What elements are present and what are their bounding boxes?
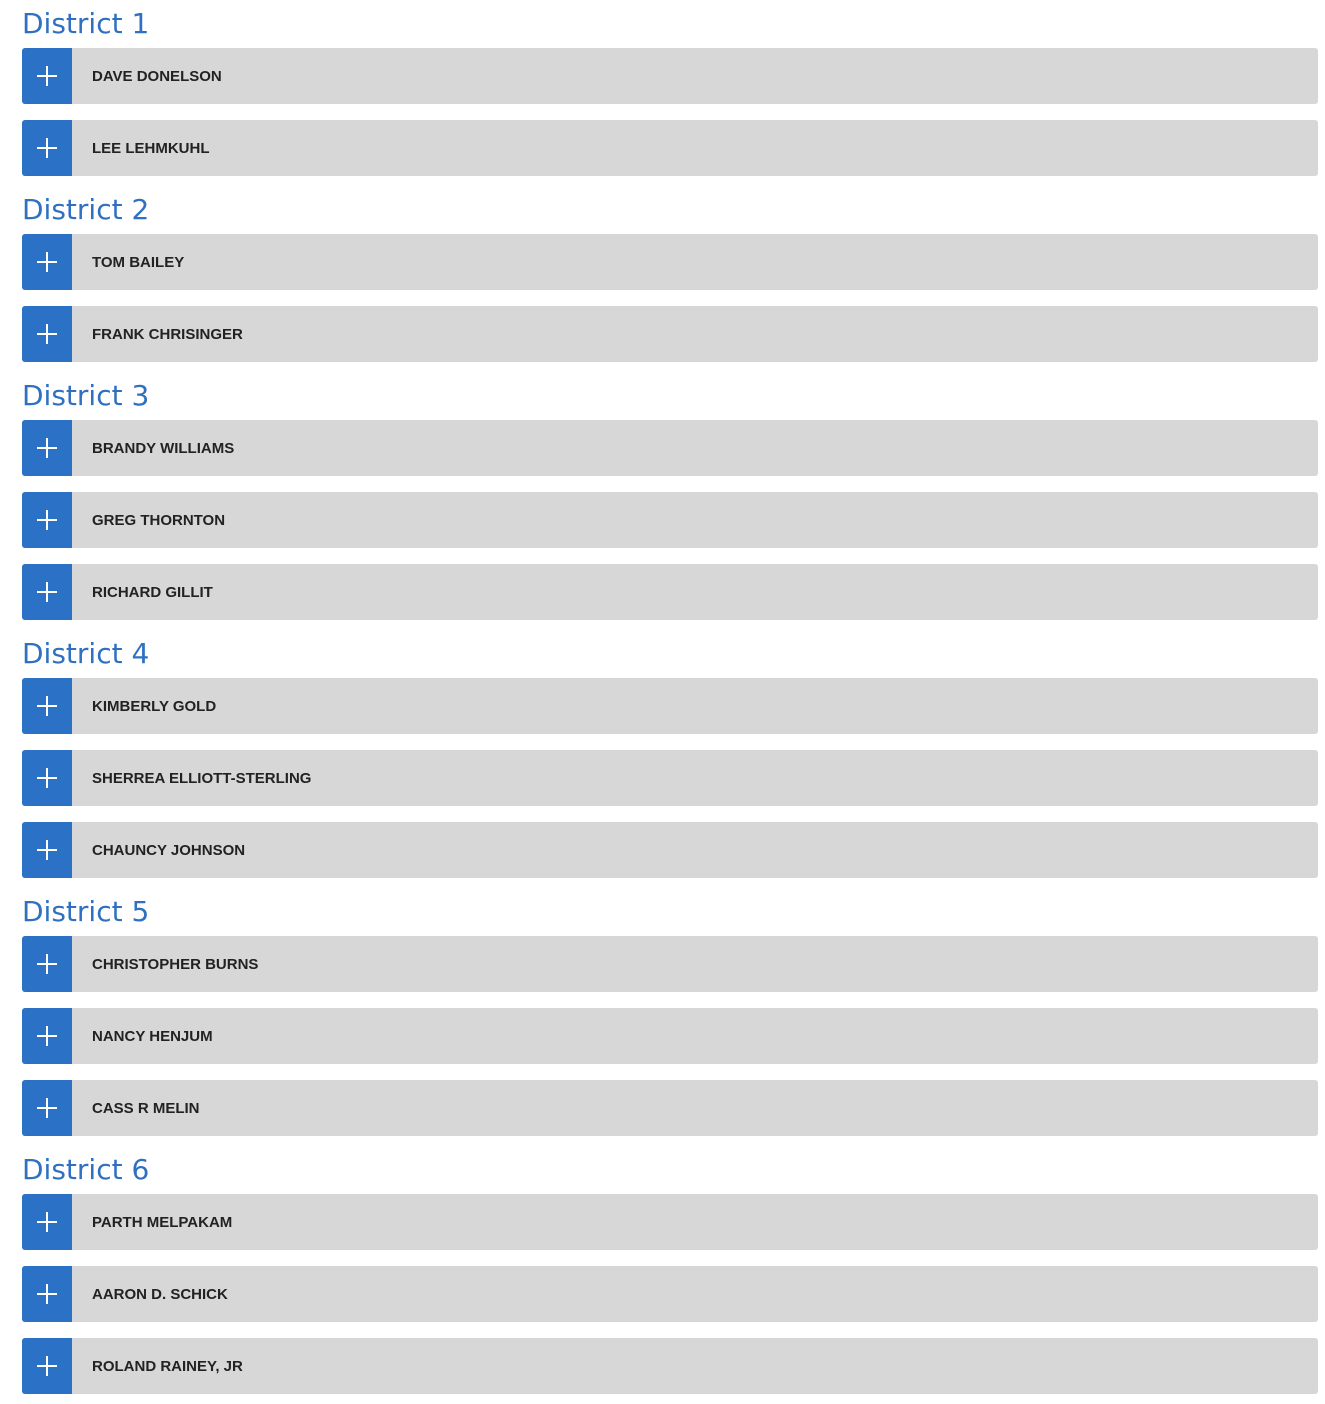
member-accordion-item[interactable] xyxy=(22,48,1318,104)
expand-toggle-button[interactable] xyxy=(22,936,72,992)
expand-toggle-button[interactable] xyxy=(22,492,72,548)
district-section-2 xyxy=(22,186,1318,362)
expand-toggle-button[interactable] xyxy=(22,306,72,362)
member-list xyxy=(22,48,1318,176)
member-list xyxy=(22,420,1318,620)
district-heading: District 1 xyxy=(22,7,150,40)
expand-toggle-button[interactable] xyxy=(22,420,72,476)
member-name: BRANDY WILLIAMS xyxy=(92,439,235,457)
plus-icon xyxy=(37,954,57,974)
district-section-4 xyxy=(22,630,1318,878)
district-directory xyxy=(22,0,1318,1404)
district-heading: District 2 xyxy=(22,193,150,226)
member-accordion-item[interactable] xyxy=(22,678,1318,734)
member-name: CHRISTOPHER BURNS xyxy=(92,955,259,973)
district-section-1 xyxy=(22,0,1318,176)
member-accordion-item[interactable] xyxy=(22,492,1318,548)
plus-icon xyxy=(37,138,57,158)
district-heading: District 5 xyxy=(22,895,150,928)
district-section-3 xyxy=(22,372,1318,620)
plus-icon xyxy=(37,510,57,530)
plus-icon xyxy=(37,1098,57,1118)
member-name: AARON D. SCHICK xyxy=(92,1285,228,1303)
plus-icon xyxy=(37,252,57,272)
district-section-6 xyxy=(22,1146,1318,1394)
member-list xyxy=(22,1194,1318,1394)
expand-toggle-button[interactable] xyxy=(22,750,72,806)
member-name: CASS R MELIN xyxy=(92,1099,200,1117)
member-name: ROLAND RAINEY, JR xyxy=(92,1357,243,1375)
member-accordion-item[interactable] xyxy=(22,306,1318,362)
plus-icon xyxy=(37,696,57,716)
expand-toggle-button[interactable] xyxy=(22,1008,72,1064)
member-name: RICHARD GILLIT xyxy=(92,583,213,601)
member-accordion-item[interactable] xyxy=(22,1266,1318,1322)
member-name: KIMBERLY GOLD xyxy=(92,697,217,715)
plus-icon xyxy=(37,324,57,344)
member-list xyxy=(22,678,1318,878)
member-accordion-item[interactable] xyxy=(22,822,1318,878)
district-section-5 xyxy=(22,888,1318,1136)
member-accordion-item[interactable] xyxy=(22,234,1318,290)
member-accordion-item[interactable] xyxy=(22,1338,1318,1394)
plus-icon xyxy=(37,438,57,458)
member-accordion-item[interactable] xyxy=(22,1080,1318,1136)
expand-toggle-button[interactable] xyxy=(22,48,72,104)
member-name: PARTH MELPAKAM xyxy=(92,1213,233,1231)
plus-icon xyxy=(37,840,57,860)
plus-icon xyxy=(37,1284,57,1304)
expand-toggle-button[interactable] xyxy=(22,120,72,176)
member-list xyxy=(22,234,1318,362)
plus-icon xyxy=(37,1356,57,1376)
member-name: TOM BAILEY xyxy=(92,253,185,271)
member-accordion-item[interactable] xyxy=(22,564,1318,620)
plus-icon xyxy=(37,1212,57,1232)
expand-toggle-button[interactable] xyxy=(22,1266,72,1322)
expand-toggle-button[interactable] xyxy=(22,678,72,734)
member-name: DAVE DONELSON xyxy=(92,67,222,85)
member-name: LEE LEHMKUHL xyxy=(92,139,210,157)
plus-icon xyxy=(37,768,57,788)
member-list xyxy=(22,936,1318,1136)
expand-toggle-button[interactable] xyxy=(22,1338,72,1394)
expand-toggle-button[interactable] xyxy=(22,822,72,878)
member-name: GREG THORNTON xyxy=(92,511,226,529)
plus-icon xyxy=(37,66,57,86)
expand-toggle-button[interactable] xyxy=(22,234,72,290)
member-name: FRANK CHRISINGER xyxy=(92,325,243,343)
district-heading: District 3 xyxy=(22,379,150,412)
member-accordion-item[interactable] xyxy=(22,420,1318,476)
expand-toggle-button[interactable] xyxy=(22,564,72,620)
expand-toggle-button[interactable] xyxy=(22,1080,72,1136)
member-accordion-item[interactable] xyxy=(22,750,1318,806)
member-accordion-item[interactable] xyxy=(22,1194,1318,1250)
member-accordion-item[interactable] xyxy=(22,1008,1318,1064)
member-name: CHAUNCY JOHNSON xyxy=(92,841,246,859)
plus-icon xyxy=(37,582,57,602)
member-accordion-item[interactable] xyxy=(22,936,1318,992)
member-name: NANCY HENJUM xyxy=(92,1027,213,1045)
expand-toggle-button[interactable] xyxy=(22,1194,72,1250)
member-name: SHERREA ELLIOTT-STERLING xyxy=(92,769,312,787)
plus-icon xyxy=(37,1026,57,1046)
district-heading: District 6 xyxy=(22,1153,150,1186)
member-accordion-item[interactable] xyxy=(22,120,1318,176)
district-heading: District 4 xyxy=(22,637,150,670)
